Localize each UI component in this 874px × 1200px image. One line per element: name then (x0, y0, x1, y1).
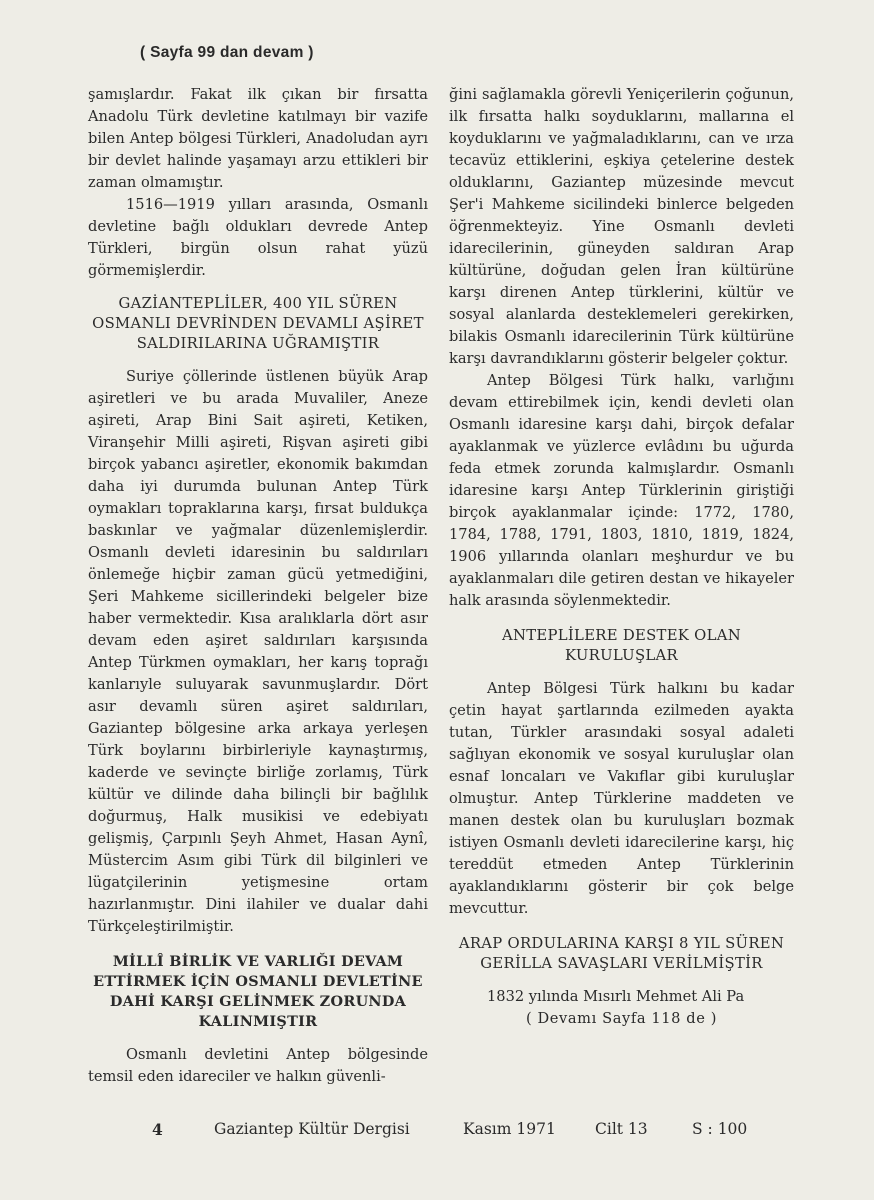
paragraph: Antep Bölgesi Türk halkını bu kadar çetin hayat şartlarında ezilmeden ayakta tutan, Türkler arasındaki sosyal adaleti sağlıyan ekonomik ve sosyal kuruluşlar olan esnaf loncaları ve Vakıflar gibi kuruluşlar olmuştur. Antep Türklerine maddeten ve manen destek olan bu kuruluşları bozmak istiyen Osmanlı devleti idarecilerine karşı, hiç tereddüt etmeden Antep Türklerinin ayaklandıklarını gösterir bir çok belge mevcuttur. (449, 680, 794, 917)
issue-number: S : 100 (692, 1120, 748, 1138)
continued-from-note: ( Sayfa 99 dan devam ) (140, 44, 314, 61)
issue-date: Kasım 1971 (463, 1120, 556, 1138)
section-heading: MİLLÎ BİRLİK VE VARLIĞI DEVAM ETTİRMEK İÇİN OSMANLI DEVLETİNE DAHİ KARŞI GELİNMEK ZORUNDA KALINMIŞTIR (93, 953, 423, 1030)
magazine-title: Gaziantep Kültür Dergisi (214, 1120, 410, 1138)
continued-on-note: ( Devamı Sayfa 118 de ) (525, 1010, 718, 1027)
paragraph: şamışlardır. Fakat ilk çıkan bir fırsatta Anadolu Türk devletine katılmayı bir vazife bilen Antep bölgesi Türkleri, Anadoludan ayrı bir devlet halinde yaşamayı arzu ettikleri bir zaman olmamıştır. (88, 86, 428, 191)
paragraph: 1516—1919 yılları arasında, Osmanlı devletine bağlı oldukları devrede Antep Türkleri, birgün olsun rahat yüzü görmemişlerdir. (88, 196, 428, 279)
paragraph: Suriye çöllerinde üstlenen büyük Arap aşiretleri ve bu arada Muvaliler, Aneze aşireti, Arap Bini Sait aşireti, Ketiken, Viranşehir Milli aşireti, Rişvan aşireti gibi birçok yabancı aşiretler, ekonomik bakımdan daha iyi durumda bulunan Antep Türk oymakları topraklarına karşı, fırsat buldukça baskınlar ve yağmalar düzenlemişlerdir. Osmanlı devleti idaresinin bu saldırıları önlemeğe hiçbir zaman gücü yetmediğini, Şeri Mahkeme sicillerindeki belgeler bize haber vermektedir. Kısa aralıklarla dört asır devam eden aşiret saldırıları karşısında Antep Türkmen oymakları, her karış toprağı kanlarıyle suluyarak savunmuşlardır. Dört asır devamlı süren aşiret saldırıları, Gaziantep bölgesine arka arkaya yerleşen Türk boylarını birbirleriyle kaynaştırmış, kaderde ve sevinçte birliğe zorlamış, Türk kültür ve dilinde daha bilinçli bir bağlılık doğurmuş, Halk musikisi ve edebiyatı gelişmiş, Çarpınlı Şeyh Ahmet, Hasan Aynî, Müstercim Asım gibi Türk dil bilginleri ve lügatçilerinin yetişmesine ortam hazırlanmıştır. Dini ilahiler ve dualar dahi Türkçeleştirilmiştir. (88, 368, 428, 935)
paragraph: Antep Bölgesi Türk halkı, varlığını devam ettirebilmek için, kendi devleti olan Osmanlı idaresine karşı dahi, birçok defalar ayaklanmak ve yüzlerce evlâdını bu uğurda feda etmek zorunda kalmışlardır. Osmanlı idaresine karşı Antep Türklerinin giriştiği birçok ayaklanmalar içinde: 1772, 1780, 1784, 1788, 1791, 1803, 1810, 1819, 1824, 1906 yıllarında olanları meşhurdur ve bu ayaklanmaları dile getiren destan ve hikayeler halk arasında söylenmektedir. (449, 372, 794, 609)
page-number: 4 (152, 1120, 163, 1139)
volume-number: Cilt 13 (595, 1120, 648, 1138)
left-column (88, 84, 428, 1088)
paragraph: 1832 yılında Mısırlı Mehmet Ali Pa (487, 988, 745, 1005)
right-column (449, 84, 794, 1030)
section-heading: ANTEPLİLERE DESTEK OLAN KURULUŞLAR (502, 627, 741, 664)
page-footer (0, 1120, 874, 1150)
paragraph: Osmanlı devletini Antep bölgesinde temsil eden idareciler ve halkın güvenli- (88, 1046, 428, 1085)
section-heading: ARAP ORDULARINA KARŞI 8 YIL SÜREN GERİLLA SAVAŞLARI VERİLMİŞTİR (458, 935, 785, 972)
paragraph: ğini sağlamakla görevli Yeniçerilerin çoğunun, ilk fırsatta halkı soyduklarını, mallarına el koyduklarını ve yağmaladıklarını, can ve ırza tecavüz ettiklerini, eşkiya çetelerine destek olduklarını, Gaziantep müzesinde mevcut Şer'i Mahkeme sicilindeki binlerce belgeden öğrenmekteyiz. Yine Osmanlı devleti idarecilerinin, güneyden saldıran Arap kültürüne, doğudan gelen İran kültürüne karşı direnen Antep türklerini, kültür ve sosyal alanlarda desteklemeleri gerekirken, bilakis Osmanlı idarecilerinin Türk kültürüne karşı davrandıklarını gösterir belgeler çoktur. (449, 86, 794, 367)
section-heading: GAZİANTEPLİLER, 400 YIL SÜREN OSMANLI DEVRİNDEN DEVAMLI AŞİRET SALDIRILARINA UĞRAMIŞTIR (92, 295, 424, 352)
